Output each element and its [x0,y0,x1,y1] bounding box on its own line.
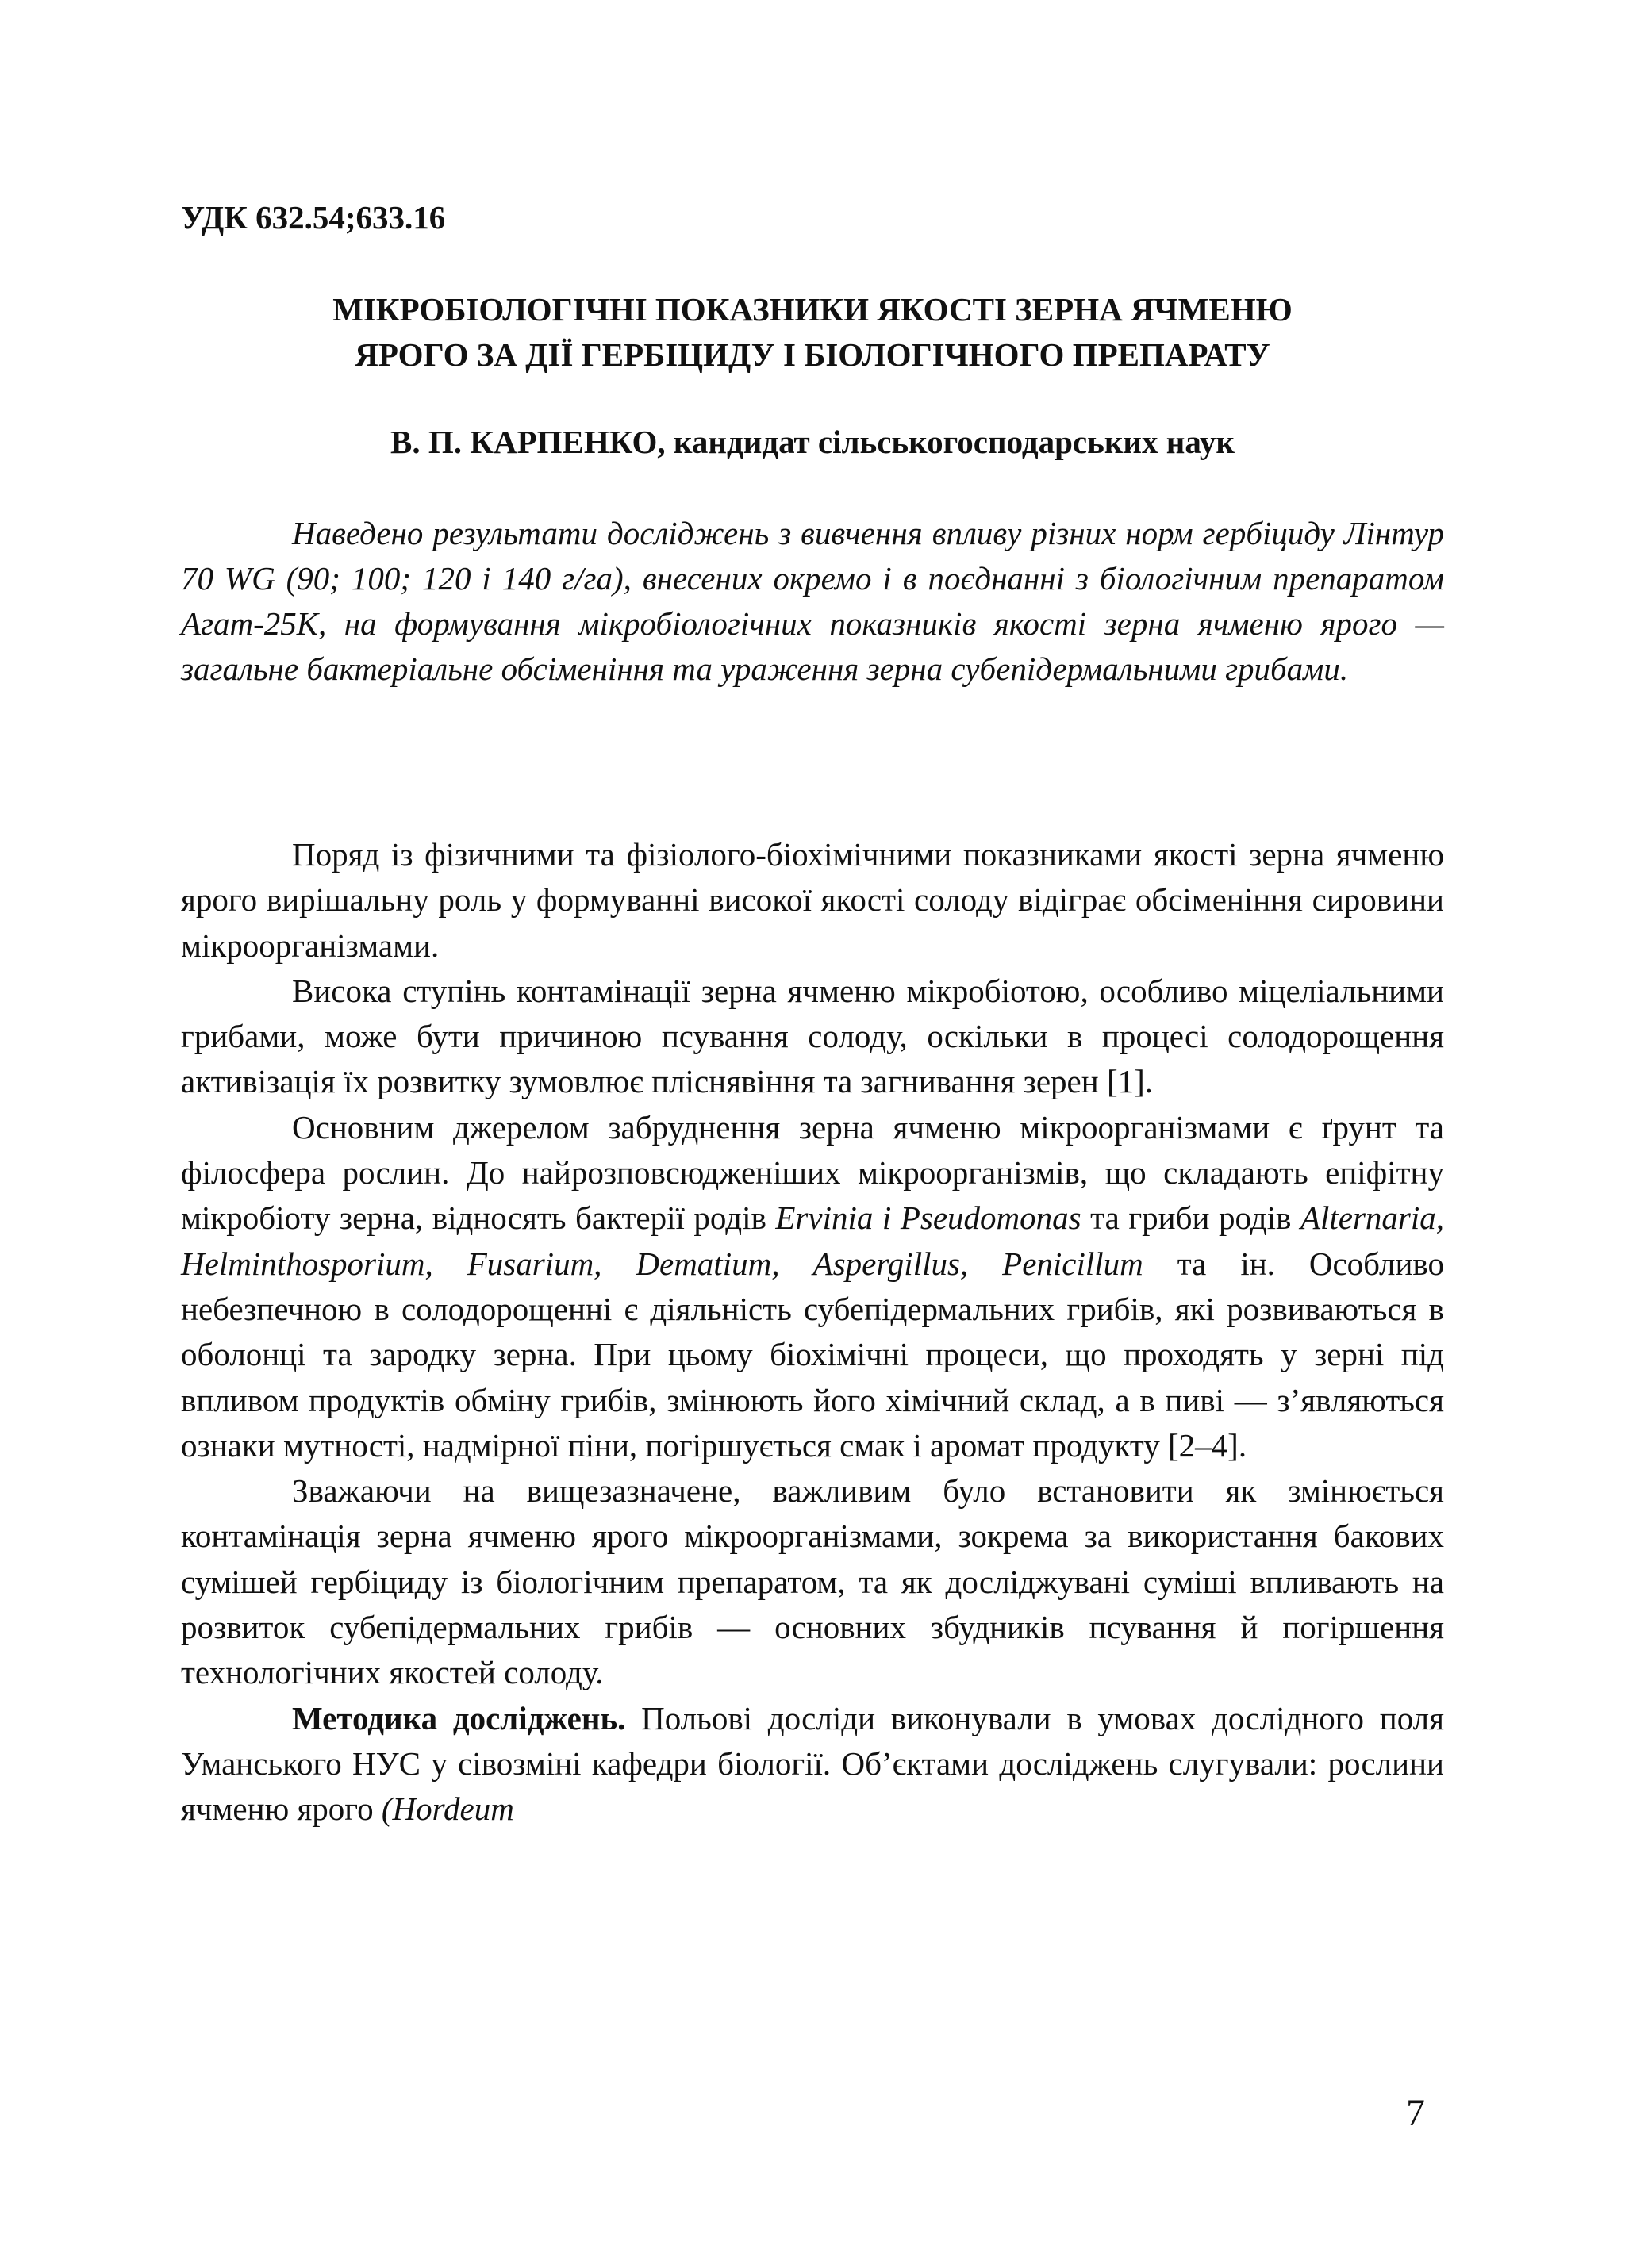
paragraph-5-text: Польові досліди виконували в умовах дослідного поля Уманського НУС у сівозміні кафедри біології. Об’єктами досліджень слугували: рослини ячменю ярого [181,1699,1444,1828]
paragraph-1: Поряд із фізичними та фізіолого-біохімічними показниками якості зерна ячменю ярого вирішальну роль у формуванні високої якості солоду відіграє обсіменіння сировини мікроорганізмами. [181,836,1444,964]
paragraph-4: Зважаючи на вищезазначене, важливим було встановити як змінюється контамінація зерна ячменю ярого мікроорганізмами, зокрема за використання бакових сумішей гербіциду із біологічним препаратом, та як досліджувані суміші впливають на розвиток субепідермальних грибів — основних збудників псування й погіршення технологічних якостей солоду. [181,1472,1444,1691]
article-title [181,287,1444,378]
paragraph-3-text-2: та гриби родів [1081,1199,1300,1237]
species-name: (Hordeum [381,1790,514,1828]
paragraph-2: Висока ступінь контамінації зерна ячменю мікробіотою, особливо міцеліальними грибами, може бути причиною псування солоду, оскільки в процесі солодорощення активізація їх розвитку зумовлює пліснявіння та загнивання зерен [1]. [181,972,1444,1100]
paragraph-3 [181,1105,1444,1468]
bacteria-genera: Ervinia і Pseudomonas [775,1199,1081,1237]
title-line-1: МІКРОБІОЛОГІЧНІ ПОКАЗНИКИ ЯКОСТІ ЗЕРНА ЯЧМЕНЮ [332,291,1293,328]
udc-code: УДК 632.54;633.16 [181,199,446,236]
methods-heading: Методика досліджень. [292,1699,626,1736]
article-body [181,832,1444,1832]
abstract: Наведено результати досліджень з вивчення впливу різних норм гербіциду Лінтур 70 WG (90; 100; 120 і 140 г/га), внесених окремо і в поєднанні з біологічним препаратом Агат-25К, на формування мікробіологічних показників якості зерна ячменю ярого — загальне бактеріальне обсіменіння та ураження зерна субепідермальними грибами. [181,515,1444,687]
paragraph-3-text-1: Основним джерелом забруднення зерна ячменю мікроорганізмами є ґрунт та філосфера рослин. До найрозповсюдженіших мікроорганізмів, що складають епіфітну мікробіоту зерна, відносять бактерії родів [181,1108,1444,1237]
paragraph-3-text-3: та ін. Особливо небезпечною в солодорощенні є діяльність субепідермальних грибів, які розвиваються в оболонці та зародку зерна. При цьому біохімічні процеси, що проходять у зерні під впливом продуктів обміну грибів, змінюють його хімічний склад, а в пиві — з’являються ознаки мутності, надмірної піни, погіршується смак і аромат продукту [2–4]. [181,1245,1444,1464]
page-number: 7 [1406,2092,1425,2134]
title-line-2: ЯРОГО ЗА ДІЇ ГЕРБІЦИДУ І БІОЛОГІЧНОГО ПРЕПАРАТУ [355,336,1270,373]
author-line: В. П. КАРПЕНКО, кандидат сільськогосподарських наук [390,424,1235,460]
fungi-genera: Alternaria, Helminthosporium, Fusarium, Dematium, Aspergillus, Penicillum [181,1199,1445,1282]
paragraph-5 [181,1696,1444,1832]
